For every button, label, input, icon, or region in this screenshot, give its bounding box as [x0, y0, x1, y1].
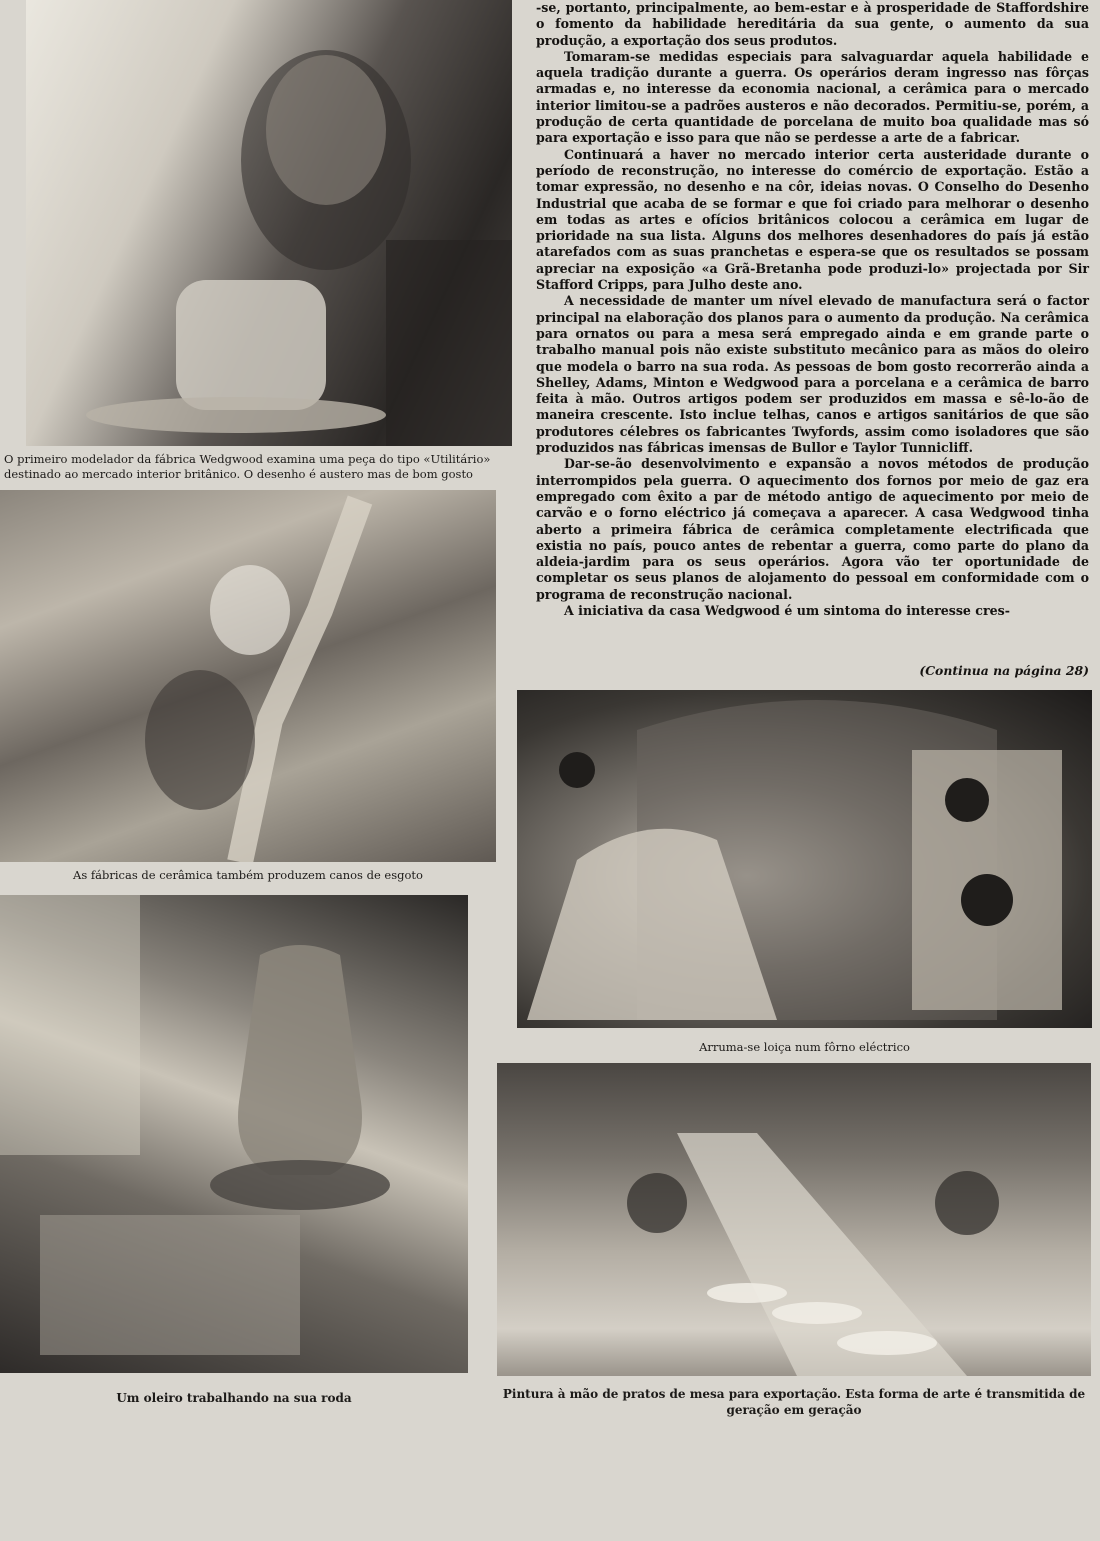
article-paragraph: -se, portanto, principalmente, ao bem-estar e à prosperidade de Staffordshire o fomento da habilidade hereditária da sua gente, o aumento da sua produção, a exportação dos seus produtos.: [536, 0, 1089, 48]
caption-potter: Um oleiro trabalhando na sua roda: [116, 1391, 352, 1405]
article-paragraph: Tomaram-se medidas especiais para salvaguardar aquela habilidade e aquela tradição durante a guerra. Os operários deram ingresso nas fôrças armadas e, no interesse da economia nacional, a cerâmica para o mercado interior limitou-se a padrões austeros e não decorados. Permitiu-se, porém, a produção de certa quantidade de porcelana de muito boa qualidade mas só para exportação e isso para que não se perdesse a arte de a fabricar.: [536, 48, 1089, 146]
article-paragraph: A iniciativa da casa Wedgwood é um sintoma do interesse cres-: [564, 602, 1010, 618]
caption-pipes: As fábricas de cerâmica também produzem canos de esgoto: [73, 868, 423, 882]
photo-hand-painting-plates: [497, 1063, 1091, 1376]
article-paragraph: Continuará a haver no mercado interior certa austeridade durante o período de reconstrução, no interesse do comércio de exportação. Estão a tomar expressão, no desenho e na côr, ideias novas. O Conselho do Desenho Industrial que acaba de se formar e que foi criado para melhorar o desenho em todas as artes e ofícios britânicos colocou a cerâmica em lugar de prioridade na sua lista. Alguns dos melhores desenhadores do país já estão atarefados com as suas pranchetas e espera-se que os resultados se possam apreciar na exposição «a Grã-Bretanha pode produzi-lo» projectada por Sir Stafford Cripps, para Julho deste ano.: [536, 146, 1089, 293]
caption-painting: Pintura à mão de pratos de mesa para exportação. Esta forma de arte é transmitida de geração em geração: [502, 1387, 1086, 1417]
continued-note: (Continua na página 28): [919, 663, 1089, 678]
potter-illustration: [0, 895, 468, 1373]
photo-sewer-pipes: [0, 490, 496, 862]
kiln-illustration: [517, 690, 1092, 1028]
photo-potter-at-wheel: [0, 895, 468, 1373]
painting-illustration: [497, 1063, 1091, 1376]
pipes-illustration: [0, 490, 496, 862]
caption-kiln: Arruma-se loiça num fôrno eléctrico: [699, 1040, 910, 1054]
photo-electric-kiln: [517, 690, 1092, 1028]
modeler-illustration: [26, 0, 512, 446]
caption-modeler: O primeiro modelador da fábrica Wedgwood examina uma peça do tipo «Utilitário» destinado ao mercado interior britânico. O desenho é austero mas de bom gosto: [4, 452, 491, 481]
article-body: [536, 0, 1089, 619]
article-paragraph: Dar-se-ão desenvolvimento e expansão a novos métodos de produção interrompidos pela guerra. O aquecimento dos fornos por meio de gaz era empregado com êxito a par de método antigo de aquecimento por meio de carvão e o forno eléctrico já começava a aparecer. A casa Wedgwood tinha aberto a primeira fábrica de cerâmica completamente electrificada que existia no país, pouco antes de rebentar a guerra, como parte do plano da aldeia-jardim para os seus operários. Agora vão ter oportunidade de completar os seus planos de alojamento do pessoal em conformidade com o programa de reconstrução nacional.: [536, 456, 1089, 602]
article-paragraph: A necessidade de manter um nível elevado de manufactura será o factor principal na elaboração dos planos para o aumento da produção. Na cerâmica para ornatos ou para a mesa será empregado ainda e em grande parte o trabalho manual pois não existe substituto mecânico para as mãos do oleiro que modela o barro na sua roda. As pessoas de bom gosto recorrerão ainda a Shelley, Adams, Minton e Wedgwood para a porcelana e a cerâmica de barro feita à mão. Outros artigos podem ser produzidos em massa e sê-lo-ão de maneira crescente. Isto inclue telhas, canos e artigos sanitários de que são produtores célebres os fabricantes Twyfords, assim como isoladores que são produzidos nas fábricas imensas de Bullor e Taylor Tunnicliff.: [536, 293, 1089, 456]
photo-modeler-examining-jug: [26, 0, 512, 446]
